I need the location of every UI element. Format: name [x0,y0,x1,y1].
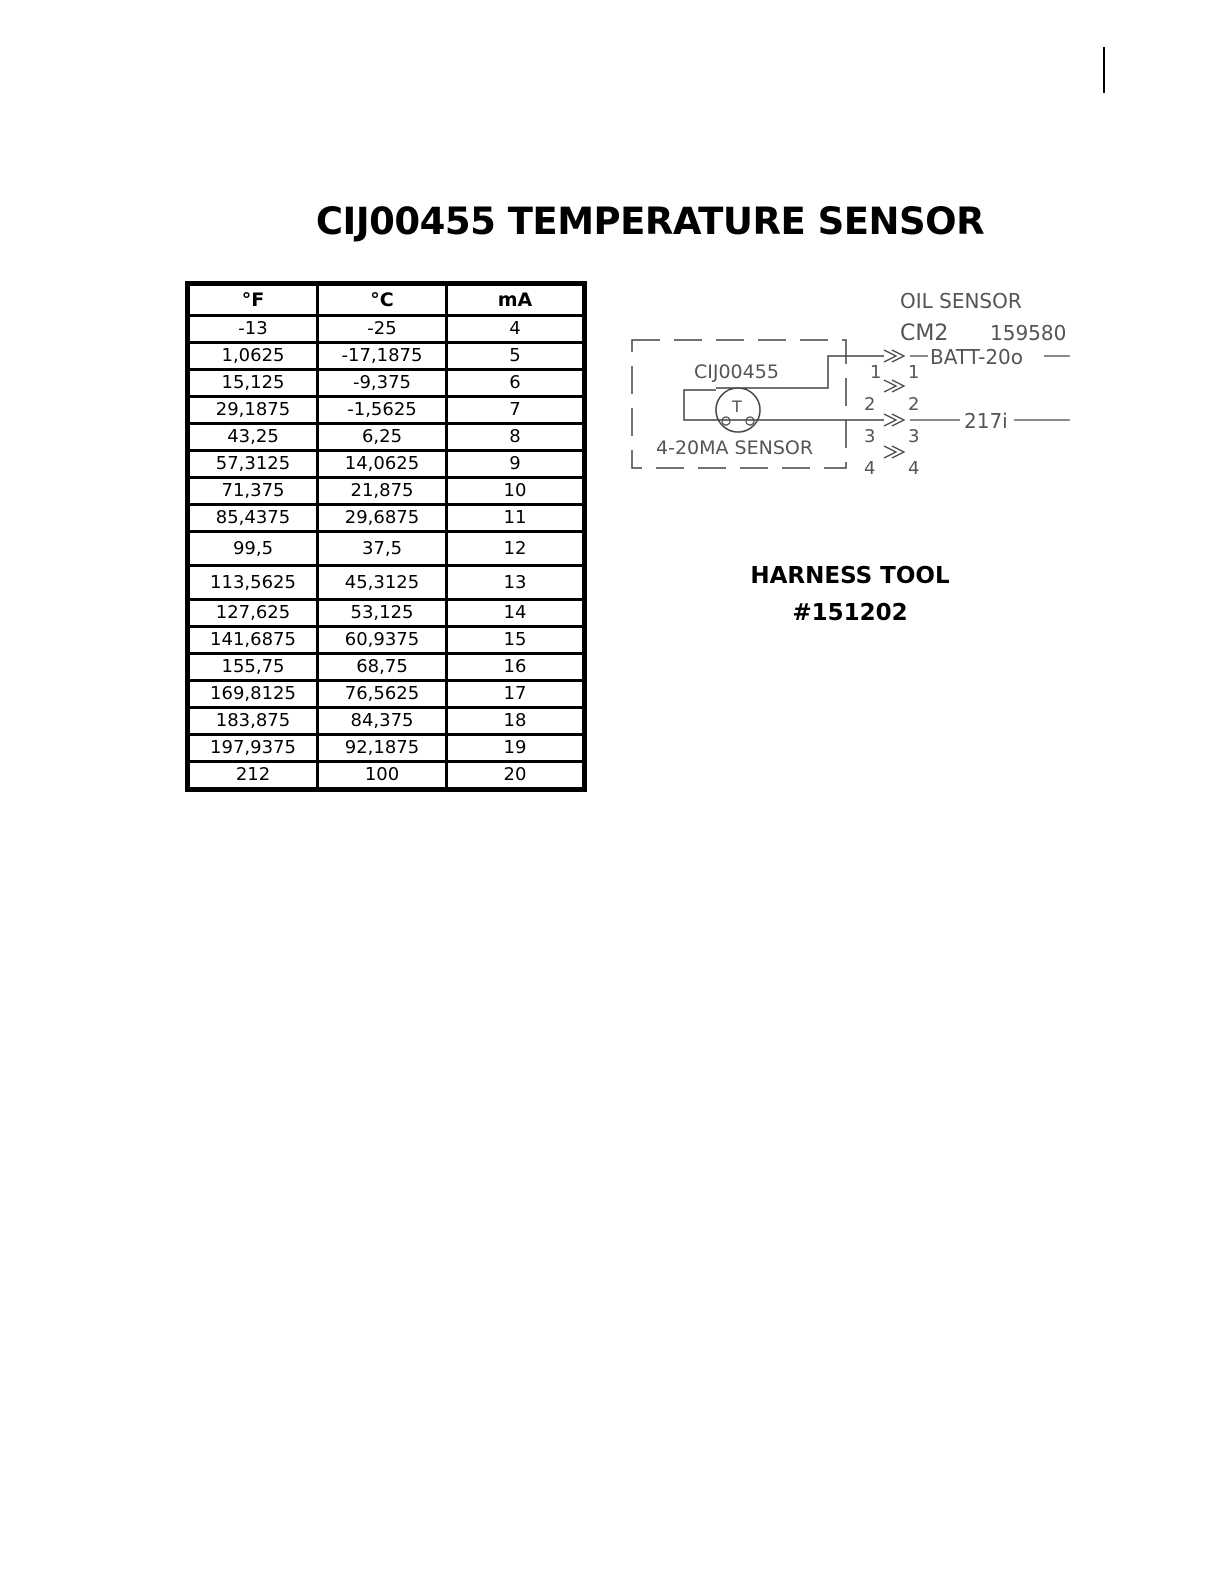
table-row [188,762,585,790]
batt-wire-label: BATT-20o [930,345,1023,369]
pin-left-4: 4 [864,458,876,479]
cell-fahrenheit: 212 [188,762,318,790]
table-row [188,681,585,708]
cell-fahrenheit: 71,375 [188,478,318,505]
cell-milliamps: 4 [447,316,585,343]
harness-tool-label [700,558,1000,632]
cell-fahrenheit: -13 [188,316,318,343]
cell-celsius: 6,25 [318,424,447,451]
cell-milliamps: 6 [447,370,585,397]
cell-celsius: 100 [318,762,447,790]
cell-fahrenheit: 169,8125 [188,681,318,708]
cell-celsius: 29,6875 [318,505,447,532]
sensor-part-number: CIJ00455 [694,361,779,383]
cell-milliamps: 18 [447,708,585,735]
cell-milliamps: 7 [447,397,585,424]
connector-part-number: 159580 [990,321,1067,345]
terminal-left-icon [722,417,730,425]
pin-right-3: 3 [908,426,920,447]
cell-fahrenheit: 113,5625 [188,566,318,600]
cell-celsius: 14,0625 [318,451,447,478]
table-row [188,735,585,762]
page-title: CIJ00455 TEMPERATURE SENSOR [315,200,985,243]
table-row [188,451,585,478]
table-header-row [188,284,585,316]
header-milliamps: mA [447,284,585,316]
table-row [188,532,585,566]
table-row [188,627,585,654]
cell-milliamps: 14 [447,600,585,627]
cell-milliamps: 5 [447,343,585,370]
cell-milliamps: 8 [447,424,585,451]
margin-change-bar [1103,47,1105,93]
table-row [188,708,585,735]
conversion-table [185,281,587,792]
cell-milliamps: 17 [447,681,585,708]
harness-tool-title: HARNESS TOOL [750,563,950,589]
table-row [188,478,585,505]
cell-milliamps: 12 [447,532,585,566]
cell-celsius: 21,875 [318,478,447,505]
terminal-right-icon [746,417,754,425]
cell-milliamps: 10 [447,478,585,505]
table-row [188,654,585,681]
cell-celsius: -17,1875 [318,343,447,370]
pin-left-1: 1 [870,362,882,383]
header-fahrenheit: °F [188,284,318,316]
harness-tool-number: #151202 [792,600,908,626]
table-row [188,316,585,343]
cell-fahrenheit: 29,1875 [188,397,318,424]
cell-celsius: 76,5625 [318,681,447,708]
table-row [188,397,585,424]
sensor-type-label: 4-20MA SENSOR [656,437,814,459]
cell-milliamps: 13 [447,566,585,600]
cell-celsius: 84,375 [318,708,447,735]
cell-milliamps: 20 [447,762,585,790]
table-row [188,600,585,627]
cell-milliamps: 9 [447,451,585,478]
cell-fahrenheit: 43,25 [188,424,318,451]
cell-fahrenheit: 141,6875 [188,627,318,654]
cell-milliamps: 11 [447,505,585,532]
cell-fahrenheit: 1,0625 [188,343,318,370]
pin-3-icon [884,414,904,426]
cell-fahrenheit: 183,875 [188,708,318,735]
cell-celsius: 53,125 [318,600,447,627]
cell-celsius: 60,9375 [318,627,447,654]
cell-celsius: 92,1875 [318,735,447,762]
cell-celsius: 68,75 [318,654,447,681]
cell-celsius: -9,375 [318,370,447,397]
pin-4-icon [884,446,904,458]
pin-left-3: 3 [864,426,876,447]
header-celsius: °C [318,284,447,316]
table-row [188,566,585,600]
temperature-symbol: T [732,397,742,416]
cell-milliamps: 15 [447,627,585,654]
cell-celsius: 45,3125 [318,566,447,600]
cell-celsius: -1,5625 [318,397,447,424]
pin-right-1: 1 [908,362,920,383]
pin-1-icon [884,350,904,362]
cell-fahrenheit: 127,625 [188,600,318,627]
table-row [188,370,585,397]
cell-fahrenheit: 155,75 [188,654,318,681]
cell-milliamps: 19 [447,735,585,762]
table-row [188,343,585,370]
cell-fahrenheit: 197,9375 [188,735,318,762]
cell-fahrenheit: 57,3125 [188,451,318,478]
table-row [188,505,585,532]
connector-pins [884,350,904,458]
cell-celsius: -25 [318,316,447,343]
cell-fahrenheit: 15,125 [188,370,318,397]
signal-wire-label: 217i [964,409,1008,433]
cell-milliamps: 16 [447,654,585,681]
cell-celsius: 37,5 [318,532,447,566]
pin-left-2: 2 [864,394,876,415]
wiring-schematic [620,280,1090,490]
connector-label: CM2 [900,321,949,346]
cell-fahrenheit: 85,4375 [188,505,318,532]
oil-sensor-label: OIL SENSOR [900,289,1022,313]
cell-fahrenheit: 99,5 [188,532,318,566]
pin-right-4: 4 [908,458,920,479]
table-row [188,424,585,451]
pin-right-2: 2 [908,394,920,415]
pin-2-icon [884,380,904,392]
table-body [188,316,585,790]
